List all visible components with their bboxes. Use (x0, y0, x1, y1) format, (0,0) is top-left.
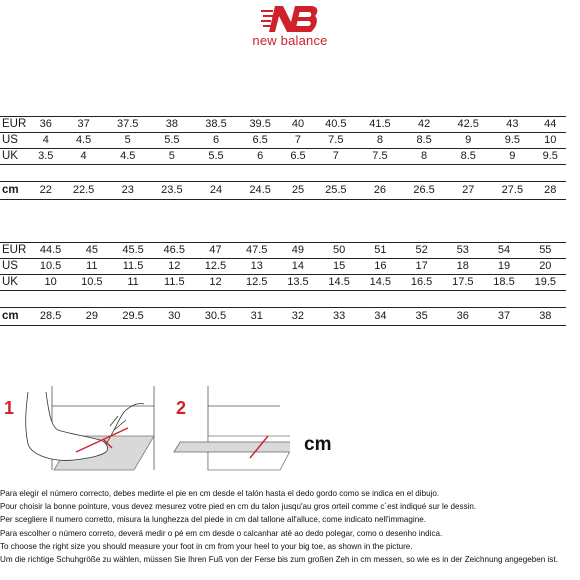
size-cell: 7.5 (314, 133, 358, 149)
size-cell: 5 (106, 133, 150, 149)
size-cell: 44 (534, 117, 566, 133)
size-cell: 37.5 (106, 117, 150, 133)
size-cell: 30 (154, 308, 195, 326)
size-cell: 16.5 (401, 275, 442, 291)
row-label: US (0, 133, 30, 149)
size-cell: 8.5 (446, 149, 490, 165)
size-cell: 11 (71, 259, 112, 275)
size-cell: 27.5 (490, 182, 534, 200)
size-cell: 6 (194, 133, 238, 149)
size-cell: 6 (238, 149, 282, 165)
size-cell: 13 (236, 259, 277, 275)
size-cell: 4 (62, 149, 106, 165)
size-cell: 11 (112, 275, 153, 291)
size-cell: 44.5 (30, 243, 71, 259)
size-cell: 11.5 (154, 275, 195, 291)
row-label: UK (0, 149, 30, 165)
table-row (0, 117, 566, 133)
instruction-es: Para elegir el número correcto, debes medirte el pie en cm desde el talón hasta el dedo gordo como se indica en el dibujo. (0, 489, 440, 498)
size-cell: 54 (483, 243, 524, 259)
size-cell: 28 (534, 182, 566, 200)
row-label: cm (0, 308, 30, 326)
size-cell: 7 (282, 133, 314, 149)
row-label: UK (0, 275, 30, 291)
row-label: cm (0, 182, 30, 200)
size-cell: 52 (401, 243, 442, 259)
size-cell: 36 (30, 117, 62, 133)
size-cell: 13.5 (277, 275, 318, 291)
size-cell: 9 (490, 149, 534, 165)
size-cell: 19 (483, 259, 524, 275)
size-cell: 8.5 (402, 133, 446, 149)
table-row (0, 149, 566, 165)
size-cell: 25 (282, 182, 314, 200)
size-cell: 9.5 (490, 133, 534, 149)
size-cell: 5.5 (194, 149, 238, 165)
size-cell: 10 (30, 275, 71, 291)
size-cell: 38 (525, 308, 566, 326)
size-cell: 41.5 (358, 117, 402, 133)
size-cell: 18 (442, 259, 483, 275)
instruction-fr: Pour choisir la bonne pointure, vous devez mesurez votre pied en cm du talon jusqu'au gros orteil comme c´est indiqué sur le dessin. (0, 502, 477, 512)
size-cell: 38.5 (194, 117, 238, 133)
size-cell: 4.5 (106, 149, 150, 165)
size-cell: 18.5 (483, 275, 524, 291)
size-cell: 49 (277, 243, 318, 259)
size-cell: 38 (150, 117, 194, 133)
size-cell: 22.5 (62, 182, 106, 200)
size-cell: 3.5 (30, 149, 62, 165)
nb-logo-icon (261, 4, 319, 34)
size-cell: 51 (360, 243, 401, 259)
size-cell: 33 (319, 308, 360, 326)
size-cell: 8 (358, 133, 402, 149)
size-cell: 24 (194, 182, 238, 200)
size-cell: 37 (62, 117, 106, 133)
size-cell: 40.5 (314, 117, 358, 133)
size-cell: 10.5 (30, 259, 71, 275)
size-cell: 5.5 (150, 133, 194, 149)
table-row (0, 259, 566, 275)
size-cell: 42 (402, 117, 446, 133)
size-cell: 25.5 (314, 182, 358, 200)
ruler-measure-icon (150, 386, 290, 480)
measure-illustration (0, 386, 580, 480)
size-cell: 15 (319, 259, 360, 275)
size-cell: 17.5 (442, 275, 483, 291)
size-cell: 9.5 (534, 149, 566, 165)
instruction-pt: Para escolher o número correto, deverá medir o pé em cm desde o calcanhar até ao dedo polegar, como o desenho indica. (0, 528, 443, 538)
table-row (0, 243, 566, 259)
size-cell: 10 (534, 133, 566, 149)
size-cell: 55 (525, 243, 566, 259)
size-cell: 14 (277, 259, 318, 275)
brand-name: new balance (252, 33, 328, 48)
size-cell: 27 (446, 182, 490, 200)
size-cell: 7 (314, 149, 358, 165)
size-table-2 (0, 242, 566, 326)
step-2-number: 2 (176, 398, 187, 418)
row-label: US (0, 259, 30, 275)
size-cell: 36 (442, 308, 483, 326)
size-cell: 4.5 (62, 133, 106, 149)
row-label: EUR (0, 117, 30, 133)
size-cell: 47 (195, 243, 236, 259)
table-row (0, 308, 566, 326)
size-cell: 39.5 (238, 117, 282, 133)
size-cell: 26 (358, 182, 402, 200)
size-cell: 11.5 (112, 259, 153, 275)
size-cell: 6.5 (282, 149, 314, 165)
size-cell: 42.5 (446, 117, 490, 133)
size-cell: 8 (402, 149, 446, 165)
size-cell: 9 (446, 133, 490, 149)
size-cell: 19.5 (525, 275, 566, 291)
instruction-de: Um die richtige Schuhgröße zu wählen, müssen Sie Ihren Fuß von der Ferse bis zum großen Zeh in cm messen, so wie es in der Zeichnung angegeben ist. (0, 555, 558, 565)
size-cell: 34 (360, 308, 401, 326)
size-cell: 17 (401, 259, 442, 275)
size-cell: 28.5 (30, 308, 71, 326)
size-cell: 12.5 (236, 275, 277, 291)
size-cell: 50 (319, 243, 360, 259)
size-cell: 14.5 (319, 275, 360, 291)
instruction-en: To choose the right size you should measure your foot in cm from your heel to your big toe, as shown in the picture. (0, 541, 413, 551)
size-cell: 5 (150, 149, 194, 165)
size-cell: 12.5 (195, 259, 236, 275)
table-row (0, 133, 566, 149)
size-cell: 23.5 (150, 182, 194, 200)
size-cell: 4 (30, 133, 62, 149)
size-cell: 29.5 (112, 308, 153, 326)
size-cell: 6.5 (238, 133, 282, 149)
size-cell: 47.5 (236, 243, 277, 259)
instructions (0, 487, 580, 566)
unit-label: cm (304, 434, 332, 455)
table-row (0, 275, 566, 291)
size-cell: 43 (490, 117, 534, 133)
size-cell: 40 (282, 117, 314, 133)
size-cell: 45.5 (112, 243, 153, 259)
size-cell: 12 (154, 259, 195, 275)
row-label: EUR (0, 243, 30, 259)
brand-logo (0, 4, 580, 48)
size-cell: 53 (442, 243, 483, 259)
size-cell: 30.5 (195, 308, 236, 326)
size-cell: 45 (71, 243, 112, 259)
step-1-number: 1 (4, 398, 15, 418)
size-cell: 35 (401, 308, 442, 326)
size-cell: 12 (195, 275, 236, 291)
table-row (0, 182, 566, 200)
size-cell: 32 (277, 308, 318, 326)
size-cell: 23 (106, 182, 150, 200)
size-cell: 29 (71, 308, 112, 326)
size-cell: 10.5 (71, 275, 112, 291)
size-cell: 22 (30, 182, 62, 200)
size-table-1 (0, 116, 566, 200)
size-cell: 31 (236, 308, 277, 326)
size-cell: 46.5 (154, 243, 195, 259)
size-cell: 7.5 (358, 149, 402, 165)
size-cell: 24.5 (238, 182, 282, 200)
size-cell: 14.5 (360, 275, 401, 291)
size-cell: 16 (360, 259, 401, 275)
size-cell: 37 (483, 308, 524, 326)
size-cell: 26.5 (402, 182, 446, 200)
instruction-it: Per scegliere il numero corretto, misura la lunghezza del piede in cm dal tallone all'alluce, come indicato nell'immagine. (0, 515, 426, 525)
size-cell: 20 (525, 259, 566, 275)
